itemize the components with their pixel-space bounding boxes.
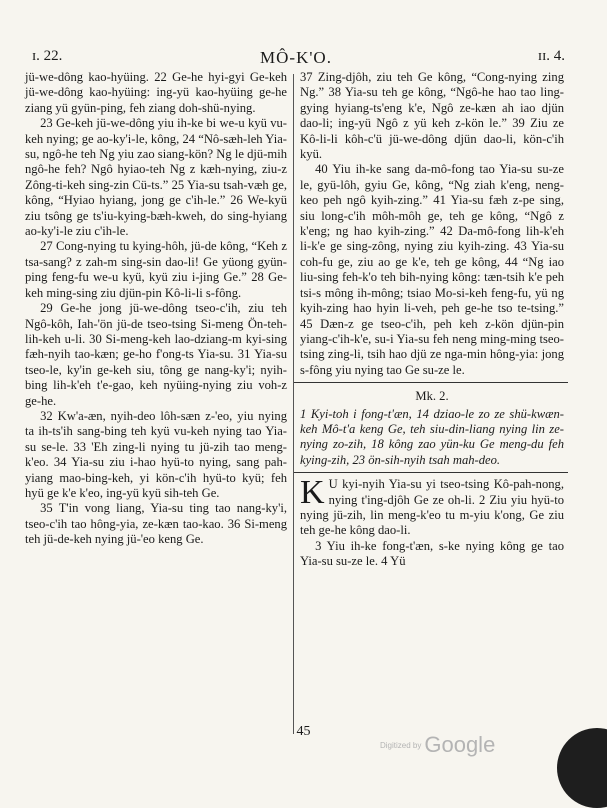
paragraph: 23 Ge-keh jü-we-dông yiu ih-ke bi we-u kyü vu-keh nying; ge ao-ky'i-le, kông, 24 “Nô-sæh-leh Yia-su, ngô-he teh Ng yiu zao siang-kön? Ng le djü-mih ngô-he feh? Ngô hyiao-teh Ng z kæh-nying, ziu-z Zông-ti-keh sing-zin Cü-ts.” 25 Yia-su tsah-væh ge, kông, “Hyiao hyiang, jong ge c'ih-le.” 26 We-kyü ziu tsông ge ts'iu-kying-bæh-kweh, do sing-hyiang ao-ky'i-le ziu c'ih-le. [25, 116, 287, 239]
paragraph: 35 T'in vong liang, Yia-su ting tao nang-ky'i, tseo-c'ih tao hông-yia, ze-kæn tao-kao. 36 Si-meng teh jü-de-keh nying jü-'eo keng Ge. [25, 501, 287, 547]
paragraph: 37 Zing-djôh, ziu teh Ge kông, “Cong-nying zing Ng.” 38 Yia-su teh ge kông, “Ngô-he hao tao ling-gying hyiang-ts'eng k'e, Ngô ze-kæn ah iao djün dao-li; ing-yü Ngô z yü keh z-kön le.” 39 Ziu ze Kô-li-li kôh-c'ü jü-we-dông djün dao-li, kön-c'ih kyü. [300, 70, 564, 162]
google-logo: Google [424, 732, 496, 757]
page-header [22, 48, 570, 70]
page-number: 45 [296, 724, 311, 739]
chapter-summary: 1 Kyi-toh i fong-t'æn, 14 dziao-le zo ze shü-kwæn-keh Mô-t'a keng Ge, teh siu-din-liang nying lin ze-nying zo-zih, 18 kông zao yün-ku Ge meng-du feh kying-zih, 23 ön-sih-nyih tsah mah-deo. [300, 406, 564, 467]
watermark-caption: Digitized by [380, 740, 422, 750]
paragraph: jü-we-dông kao-hyüing. 22 Ge-he hyi-gyi Ge-keh jü-we-dông kao-hyüing: ing-yü kao-hyüing ge-he ziang yü gyün-ping, feh ziang doh-shü-nying. [25, 70, 287, 115]
chapter-verse-right: ɪɪ. 4. [537, 48, 565, 64]
section-rule [294, 472, 568, 473]
paragraph: 3 Yiu ih-ke fong-t'æn, s-ke nying kông ge tao Yia-su su-ze le. 4 Yü [300, 538, 564, 569]
section-rule [294, 382, 568, 383]
chapter-opening [300, 474, 564, 539]
right-column [300, 70, 564, 570]
chapter-heading: Mk. 2. [415, 389, 449, 404]
drop-cap: K [300, 474, 325, 512]
column-divider [293, 74, 294, 734]
paragraph: 27 Cong-nying tu kying-hôh, jü-de kông, “Keh z tsa-sang? z zah-m sing-sin dao-li! Ge yüong gyün-ping feng-fu we-u kyü, kyü ziu i-jing Ge.” 28 Ge-keh ming-sing ziu djün-pin Kô-li-li s-fông. [25, 239, 287, 300]
digitized-watermark [380, 732, 495, 758]
page-corner-shadow [557, 728, 607, 808]
left-column [25, 70, 287, 548]
chapter-opening-text: U kyi-nyih Yia-su yi tseo-tsing Kô-pah-nong, nying t'ing-djôh Ge ze oh-li. 2 Ziu yiu hyü-to nying jü-zih, lin meng-k'eo tu m-yiu k'ong, Ge ziu teh ge-he kông dao-li. [300, 477, 564, 538]
paragraph: 40 Yiu ih-ke sang da-mô-fong tao Yia-su su-ze le, gyü-lôh, gyiu Ge, kông, “Ng ziah k'eng, neng-keo peh ngô kyih-zing.” 41 Yia-su fæh z-pe sing, siu long-c'ih môh-môh ge, teh ge kông, “Ngô z k'eng; ng hao kyih-zing.” 42 Da-mô-fong lih-k'eh li-k'e ge sing-zông, nying ziu kyih-zing. 43 Yia-su coh-fu ge, ziu ao ge k'e, teh ge kông, 44 “Ng iao liu-sing feh-k'o teh bih-nying kông: tæn-tsih k'e peh tsi-s mông ih-mông; tsiao Mo-si-keh feng-fu, yü ng kyih-zing hao hyin li-veh, peh ge-he tso te-tsing.” 45 Dæn-z ge tseo-c'ih, peh keh z-kön djün-pin yiang-c'ih-k'e, su-i Yia-su feh neng ming-ming tseo-tsing zing-li, tsih hao djü ze nga-min hông-yia: jong s-fông yiu nying tao Ge su-ze le. [300, 162, 564, 377]
running-title: MÔ-K'O. [260, 48, 332, 67]
paragraph: 32 Kw'a-æn, nyih-deo lôh-sæn z-'eo, yiu nying ta ih-ts'ih sang-bing teh kyü vu-keh nying tao Yia-su se-le. 33 'Eh zing-li nying tu jü-zih tao meng-k'eo. 34 Yia-su ziu i-hao hyü-to nying, sang pah-yiang mao-bing-keh, yi kön-c'ih hyü-to kyü; feh hyü ge k'e k'eo, ing-yü kyü sih-teh Ge. [25, 408, 287, 500]
chapter-verse-left: ɪ. 22. [32, 48, 63, 64]
paragraph: 29 Ge-he jong jü-we-dông tseo-c'ih, ziu teh Ngô-kôh, Iah-'ön jü-de tseo-tsing Si-meng Ön-teh-lih-keh u-li. 30 Si-meng-keh lao-dziang-m kyi-sing fæh-nyih tao-kæn; ge-ho f'ong-ts Yia-su. 31 Yia-su tseo-le, ky'in ge-keh siu, tông ge nang-ky'i; nyih-bing lih-k'eh t'e-gao, keh nyüing-nying ziu voh-z ge-he. [25, 301, 287, 408]
